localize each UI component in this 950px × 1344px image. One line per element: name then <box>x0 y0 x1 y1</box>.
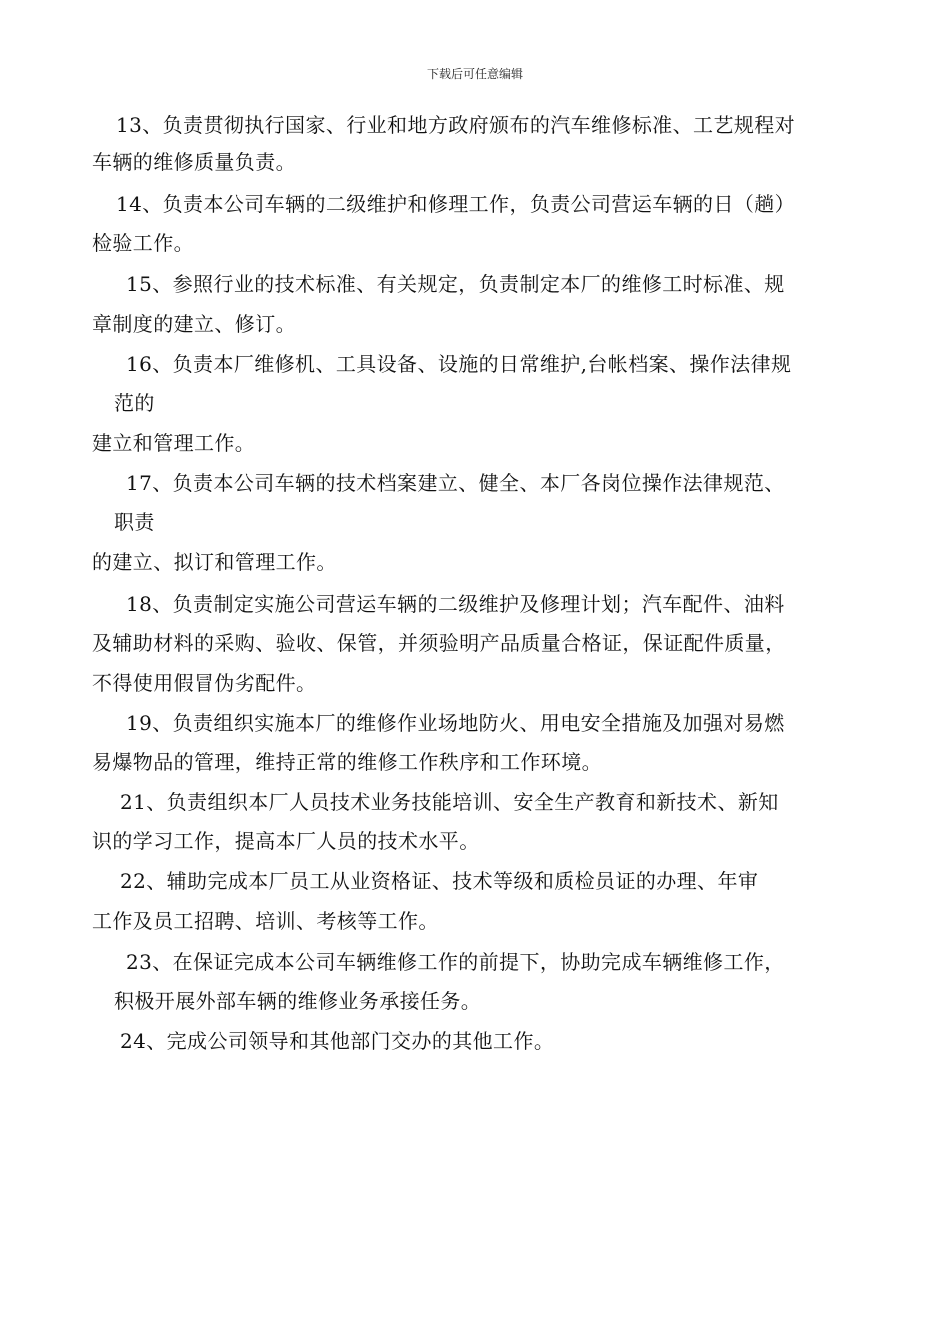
paragraph-16-line-3: 建立和管理工作。 <box>92 431 256 455</box>
paragraph-23-line-2: 积极开展外部车辆的维修业务承接任务。 <box>114 989 482 1013</box>
paragraph-18-line-1: 18、负责制定实施公司营运车辆的二级维护及修理计划；汽车配件、油料 <box>126 592 785 616</box>
paragraph-16-line-1: 16、负责本厂维修机、工具设备、设施的日常维护,台帐档案、操作法律规 <box>126 352 792 376</box>
paragraph-15-line-2: 章制度的建立、修订。 <box>92 312 296 336</box>
paragraph-22-line-2: 工作及员工招聘、培训、考核等工作。 <box>92 909 439 933</box>
paragraph-17-line-3: 的建立、拟订和管理工作。 <box>92 550 337 574</box>
paragraph-17-line-1: 17、负责本公司车辆的技术档案建立、健全、本厂各岗位操作法律规范、 <box>126 471 785 495</box>
paragraph-18-line-2: 及辅助材料的采购、验收、保管，并须验明产品质量合格证，保证配件质量， <box>92 631 786 655</box>
paragraph-17-line-2: 职责 <box>114 510 155 534</box>
page-header: 下载后可任意编辑 <box>426 67 523 81</box>
paragraph-22-line-1: 22、辅助完成本厂员工从业资格证、技术等级和质检员证的办理、年审 <box>120 869 759 893</box>
paragraph-14-line-1: 14、负责本公司车辆的二级维护和修理工作，负责公司营运车辆的日（趟） <box>116 192 796 216</box>
paragraph-23-line-1: 23、在保证完成本公司车辆维修工作的前提下，协助完成车辆维修工作， <box>126 950 785 974</box>
paragraph-18-line-3: 不得使用假冒伪劣配件。 <box>92 671 317 695</box>
paragraph-19-line-2: 易爆物品的管理，维持正常的维修工作秩序和工作环境。 <box>92 750 602 774</box>
paragraph-24-line-1: 24、完成公司领导和其他部门交办的其他工作。 <box>120 1029 555 1053</box>
paragraph-13-line-2: 车辆的维修质量负责。 <box>92 150 296 174</box>
paragraph-16-line-2: 范的 <box>114 391 155 415</box>
paragraph-13-line-1: 13、负责贯彻执行国家、行业和地方政府颁布的汽车维修标准、工艺规程对 <box>116 113 796 137</box>
paragraph-21-line-1: 21、负责组织本厂人员技术业务技能培训、安全生产教育和新技术、新知 <box>120 790 779 814</box>
paragraph-15-line-1: 15、参照行业的技术标准、有关规定，负责制定本厂的维修工时标准、规 <box>126 272 785 296</box>
paragraph-14-line-2: 检验工作。 <box>92 231 194 255</box>
paragraph-21-line-2: 识的学习工作，提高本厂人员的技术水平。 <box>92 829 480 853</box>
paragraph-19-line-1: 19、负责组织实施本厂的维修作业场地防火、用电安全措施及加强对易燃 <box>126 711 785 735</box>
